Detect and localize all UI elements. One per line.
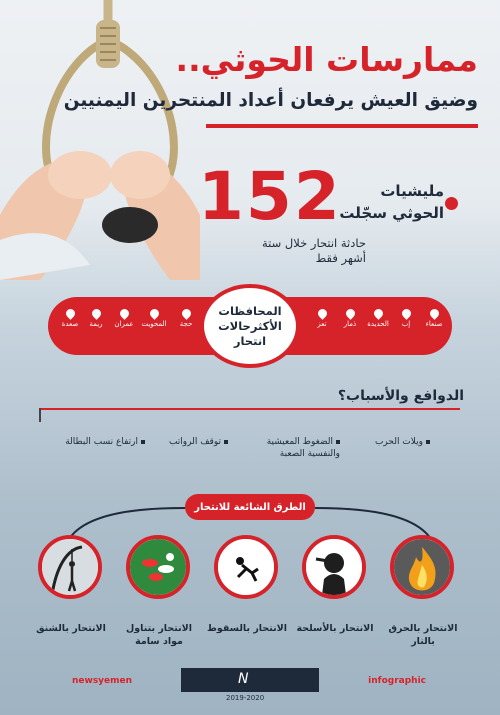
method-label: الانتحار بالحرق بالنار bbox=[388, 623, 458, 647]
methods-title: الطرق الشائعة للانتحار bbox=[185, 494, 315, 520]
governorates-circle bbox=[200, 284, 300, 368]
method-circle-fire bbox=[390, 535, 454, 599]
location-pin-icon bbox=[180, 307, 193, 320]
location-pin-icon bbox=[316, 307, 329, 320]
hanging-icon bbox=[42, 539, 98, 595]
causes-title: الدوافع والأسباب؟ bbox=[337, 388, 464, 404]
method-circle-poison bbox=[126, 535, 190, 599]
stat-caption bbox=[236, 236, 366, 266]
footer-brand-right: infographic bbox=[368, 676, 426, 686]
logo-icon: N bbox=[238, 671, 249, 687]
footer-logo-box bbox=[181, 668, 319, 692]
bullet-icon bbox=[336, 440, 340, 444]
governorate-item: إب bbox=[392, 309, 420, 328]
governorate-item: ذمار bbox=[336, 309, 364, 328]
bullet-icon bbox=[141, 440, 145, 444]
gun-icon bbox=[306, 539, 362, 595]
title-divider bbox=[206, 124, 478, 128]
stat-caption-line-2: أشهر فقط bbox=[315, 251, 366, 265]
stat-number: 152 bbox=[198, 158, 342, 235]
governorate-item: عمران bbox=[110, 309, 138, 328]
cause-item: توقف الرواتب bbox=[169, 436, 228, 448]
governorate-item: صنعاء bbox=[420, 309, 448, 328]
page-subtitle: وضيق العيش يرفعان أعداد المنتحرين اليمنيين bbox=[63, 90, 478, 111]
governorates-circle-label: المحافظات الأكثرحالات انتحار bbox=[218, 303, 282, 348]
falling-person-icon bbox=[218, 539, 274, 595]
footer-brand-left: newsyemen bbox=[72, 676, 133, 686]
bullet-icon bbox=[224, 440, 228, 444]
bullet-icon bbox=[426, 440, 430, 444]
causes-divider bbox=[40, 408, 460, 410]
location-pin-icon bbox=[148, 307, 161, 320]
governorate-item: المحويت bbox=[140, 309, 168, 328]
governorate-item: صعدة bbox=[56, 309, 84, 328]
location-pin-icon bbox=[90, 307, 103, 320]
cause-item: ارتفاع نسب البطالة bbox=[65, 436, 145, 448]
method-circle-falling bbox=[214, 535, 278, 599]
governorate-item: الحديدة bbox=[364, 309, 392, 328]
method-label: الانتحار بالشنق bbox=[36, 623, 106, 634]
stat-bullet-dot bbox=[445, 197, 458, 210]
location-pin-icon bbox=[428, 307, 441, 320]
page-title: ممارسات الحوثي.. bbox=[175, 40, 478, 79]
cause-item: الضغوط المعيشية والنفسية الصعبة bbox=[266, 437, 340, 459]
location-pin-icon bbox=[400, 307, 413, 320]
fire-icon bbox=[394, 539, 450, 595]
noose-hands-illustration bbox=[0, 0, 200, 280]
location-pin-icon bbox=[372, 307, 385, 320]
stat-label-line-1: مليشيات bbox=[380, 182, 444, 200]
governorate-item: تعز bbox=[308, 309, 336, 328]
cause-item: ويلات الحرب bbox=[375, 436, 430, 448]
location-pin-icon bbox=[64, 307, 77, 320]
location-pin-icon bbox=[118, 307, 131, 320]
pills-icon bbox=[130, 539, 186, 595]
footer-year: 2019-2020 bbox=[226, 694, 265, 702]
location-pin-icon bbox=[344, 307, 357, 320]
method-label: الانتحار بالأسلحة bbox=[296, 623, 374, 634]
stat-label-line-2: الحوثي سجّلت bbox=[339, 204, 444, 222]
causes-divider-tick bbox=[39, 408, 41, 422]
method-label: الانتحار بتناول مواد سامة bbox=[125, 623, 192, 647]
method-label: الانتحار بالسقوط bbox=[207, 623, 287, 634]
governorate-item: حجة bbox=[172, 309, 200, 328]
method-circle-hanging bbox=[38, 535, 102, 599]
stat-label bbox=[339, 180, 444, 224]
stat-caption-line-1: حادثة انتحار خلال ستة bbox=[261, 236, 366, 250]
governorate-item: ريمة bbox=[82, 309, 110, 328]
method-circle-gun bbox=[302, 535, 366, 599]
